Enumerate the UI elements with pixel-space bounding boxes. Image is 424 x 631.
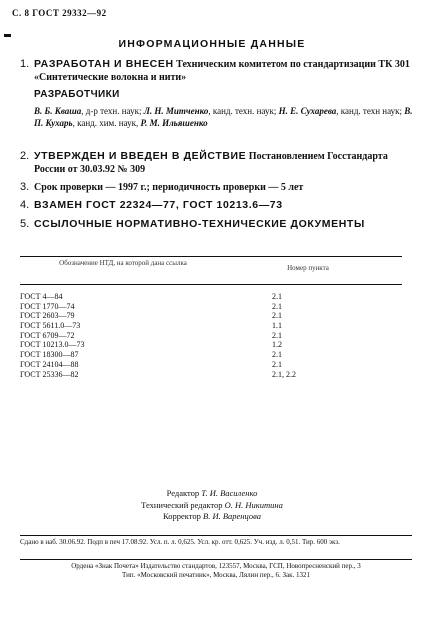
developer-degree: , канд. техн. наук;: [208, 106, 279, 116]
developer-degree: , канд. техн наук;: [336, 106, 405, 116]
row-document: ГОСТ 4—84: [20, 292, 63, 301]
table-header-rule: [20, 284, 402, 285]
section-1-number: 1.: [20, 58, 30, 70]
printer-line: Тип. «Московский печатник», Москва, Лялин пер., 6. Зак. 1321: [122, 571, 310, 579]
credit-editor-name: Т. И. Василенко: [201, 488, 258, 498]
section-2-caps: УТВЕРЖДЕН И ВВЕДЕН В ДЕЙСТВИЕ: [34, 150, 247, 162]
credit-corrector: [0, 511, 424, 523]
row-clause: 2.1, 2.2: [272, 369, 296, 379]
row-document: ГОСТ 2603—79: [20, 311, 75, 321]
developers-list: [34, 106, 414, 129]
print-details: Сдано в наб. 30.06.92. Подп в печ 17.08.92. Усл. п. л. 0,625. Усл. кр. отт. 0,625. Уч. изд. л. 0,51. Тир. 600 экз.: [20, 538, 340, 546]
table-row: [20, 340, 402, 350]
section-2: [20, 150, 410, 176]
table-row: [20, 370, 402, 380]
credit-editor-label: Редактор: [166, 488, 200, 498]
row-document: ГОСТ 6709—72: [20, 330, 75, 340]
row-clause: 1.1: [272, 321, 282, 331]
table-top-rule: [20, 256, 402, 257]
developer-degree: , канд. хим. наук,: [72, 117, 141, 128]
table-row: [20, 302, 402, 312]
page-title: ИНФОРМАЦИОННЫЕ ДАННЫЕ: [118, 38, 306, 50]
table-header-clause: Номер пункта: [287, 264, 329, 272]
developers-heading: РАЗРАБОТЧИКИ: [34, 89, 120, 100]
row-clause: 2.1: [272, 311, 282, 321]
row-document: ГОСТ 24104—88: [20, 359, 79, 369]
table-row: [20, 360, 402, 370]
publisher-line: Ордена «Знак Почета» Издательство стандартов, 123557, Москва, ГСП, Новопресненский пер., 3: [71, 562, 361, 570]
row-document: ГОСТ 1770—74: [20, 301, 75, 311]
section-2-number: 2.: [20, 150, 30, 162]
table-row: [20, 311, 402, 321]
table-row: [20, 321, 402, 331]
credit-corrector-name: В. И. Варенцова: [203, 511, 261, 521]
section-1-text: Техническим комитетом по стандартизации ТК 301 «Синтетические волокна и нити»: [34, 59, 410, 83]
row-clause: 2.1: [272, 292, 282, 301]
credit-tech-editor-label: Технический редактор: [141, 499, 223, 510]
section-4: [20, 199, 410, 212]
section-5-number: 5.: [20, 218, 30, 230]
developer-name: Л. Н. Митченко: [143, 106, 209, 116]
row-clause: 2.1: [272, 359, 282, 369]
page-header: С. 8 ГОСТ 29332—92: [12, 8, 107, 18]
credit-tech-editor-name: О. Н. Никитина: [224, 499, 283, 510]
row-clause: 1.2: [272, 340, 282, 350]
developer-name: Р. М. Ильяшенко: [140, 117, 208, 128]
section-3-number: 3.: [20, 181, 30, 193]
section-1: [20, 58, 410, 84]
section-5-caps: ССЫЛОЧНЫЕ НОРМАТИВНО-ТЕХНИЧЕСКИЕ ДОКУМЕНТЫ: [34, 218, 365, 230]
section-4-caps: ВЗАМЕН ГОСТ 22324—77, ГОСТ 10213.6—73: [34, 199, 283, 211]
table-row: [20, 350, 402, 360]
section-3: [20, 181, 410, 194]
credit-tech-editor: [0, 500, 424, 512]
section-3-text: Срок проверки — 1997 г.; периодичность проверки — 5 лет: [34, 182, 304, 193]
table-row: [20, 292, 402, 302]
editorial-credits: [0, 488, 424, 523]
footer-rule-middle: [20, 559, 412, 560]
row-clause: 2.1: [272, 301, 282, 311]
credit-editor: [0, 488, 424, 500]
row-document: ГОСТ 18300—87: [20, 350, 79, 360]
row-document: ГОСТ 10213.0—73: [20, 340, 85, 350]
table-row: [20, 331, 402, 341]
section-4-number: 4.: [20, 199, 30, 211]
margin-mark: [4, 34, 11, 37]
section-1-caps: РАЗРАБОТАН И ВНЕСЕН: [34, 58, 174, 70]
row-clause: 2.1: [272, 330, 282, 340]
credit-corrector-label: Корректор: [162, 511, 201, 521]
table-header-document: Обозначение НТД, на которой дана ссылка: [59, 259, 187, 267]
developer-name: Н. Е. Сухарева: [278, 106, 337, 116]
developer-name: В. П. Кухарь: [34, 106, 413, 128]
section-2-text: Постановлением Госстандарта России от 30.03.92 № 309: [34, 151, 388, 175]
developer-degree: , д-р техн. наук;: [81, 106, 144, 116]
row-document: ГОСТ 25336—82: [20, 369, 79, 379]
section-5: [20, 218, 390, 231]
table-body: [20, 292, 402, 379]
row-document: ГОСТ 5611.0—73: [20, 321, 81, 331]
developer-name: В. Б. Кваша: [34, 106, 82, 116]
footer-rule-top: [20, 535, 412, 536]
row-clause: 2.1: [272, 350, 282, 360]
